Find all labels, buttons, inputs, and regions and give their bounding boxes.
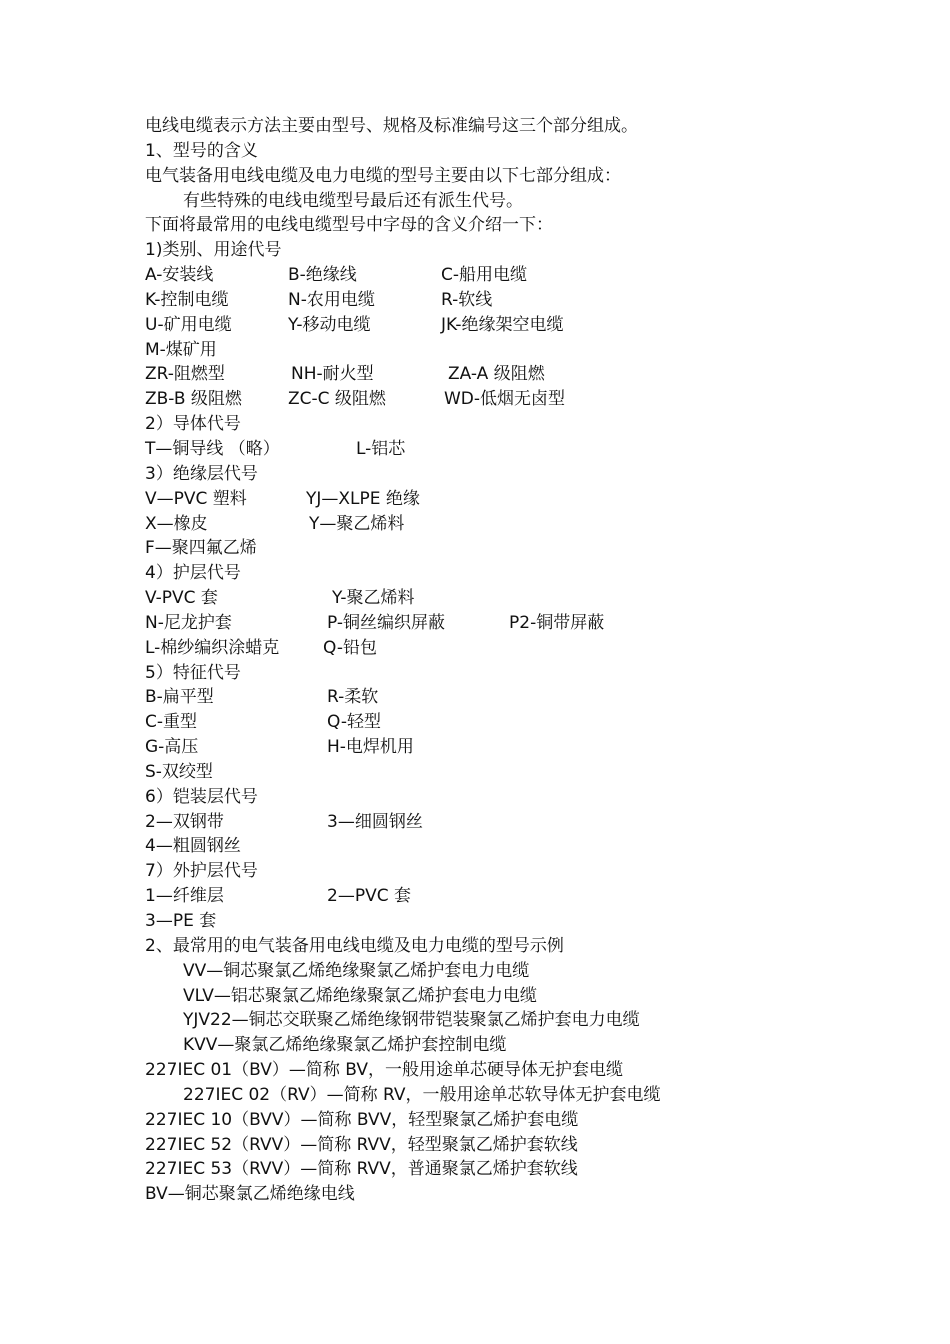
text-segment: ZB-B 级阻燃 [145,389,242,410]
text-segment: 3）绝缘层代号 [145,463,258,484]
text-segment: NH-耐火型 [291,364,374,385]
text-line [145,934,925,959]
text-segment: Y-聚乙烯料 [332,588,415,609]
text-line [145,313,925,338]
text-segment: F—聚四氟乙烯 [145,538,257,559]
text-segment: KVV—聚氯乙烯绝缘聚氯乙烯护套控制电缆 [183,1035,507,1056]
text-segment: 3—PE 套 [145,911,217,931]
text-segment: N-尼龙护套 [145,612,232,633]
text-line [145,213,925,238]
text-line [145,1058,925,1083]
text-segment: C-重型 [145,712,198,733]
text-segment: V-PVC 套 [145,588,218,609]
text-segment: ZC-C 级阻燃 [288,389,386,410]
text-segment: T—铜导线 （略） [145,438,280,459]
text-segment: 下面将最常用的电线电缆型号中字母的含义介绍一下： [145,215,553,236]
text-segment: V—PVC 塑料 [145,488,247,509]
text-line [145,362,925,387]
text-segment: 电气装备用电线电缆及电力电缆的型号主要由以下七部分组成： [145,165,621,186]
text-line [145,710,925,735]
text-segment: WD-低烟无卤型 [444,389,566,410]
text-segment: 4）护层代号 [145,563,241,584]
text-line [145,685,925,710]
text-line [145,810,925,835]
text-segment: P2-铜带屏蔽 [509,612,605,633]
text-line [145,238,925,263]
text-segment: X—橡皮 [145,513,208,534]
text-segment: 6）铠装层代号 [145,786,258,807]
text-line [145,561,925,586]
text-line [145,1033,925,1058]
text-segment: Y—聚乙烯料 [309,513,405,534]
text-segment: 7）外护层代号 [145,861,258,882]
text-segment: L-铝芯 [356,438,406,459]
text-segment: H-电焊机用 [327,737,414,758]
text-segment: 2、最常用的电气装备用电线电缆及电力电缆的型号示例 [145,935,564,956]
text-line [145,959,925,984]
text-line [145,139,925,164]
text-segment: VV—铜芯聚氯乙烯绝缘聚氯乙烯护套电力电缆 [183,960,530,981]
text-segment: B-绝缘线 [288,265,357,286]
text-line [145,909,925,934]
text-line [145,437,925,462]
text-line [145,412,925,437]
text-line [145,1083,925,1108]
text-segment: U-矿用电缆 [145,314,232,335]
text-line [145,338,925,363]
text-segment: VLV—铝芯聚氯乙烯绝缘聚氯乙烯护套电力电缆 [183,985,537,1006]
text-line [145,1157,925,1182]
text-segment: B-扁平型 [145,687,214,708]
text-line [145,462,925,487]
text-segment: 2—双钢带 [145,811,224,832]
text-line [145,536,925,561]
text-line [145,636,925,661]
text-segment: YJ—XLPE 绝缘 [306,488,420,509]
text-segment: 2—PVC 套 [327,886,411,907]
text-line [145,487,925,512]
text-line [145,189,925,214]
text-segment: ZA-A 级阻燃 [448,364,545,385]
text-segment: G-高压 [145,737,199,758]
text-segment: 1—纤维层 [145,886,224,907]
text-segment: 5）特征代号 [145,662,241,683]
text-segment: YJV22—铜芯交联聚乙烯绝缘钢带铠装聚氯乙烯护套电力电缆 [183,1010,640,1031]
text-line [145,735,925,760]
text-segment: M-煤矿用 [145,339,217,360]
text-segment: Q-轻型 [327,712,381,733]
text-segment: A-安装线 [145,265,214,286]
text-segment: R-软线 [441,289,493,310]
text-segment: 227IEC 10（BVV）—简称 BVV，轻型聚氯乙烯护套电缆 [145,1109,579,1130]
text-segment: JK-绝缘架空电缆 [441,314,564,335]
text-segment: 227IEC 52（RVV）—简称 RVV，轻型聚氯乙烯护套软线 [145,1134,578,1155]
text-segment: Q-铅包 [323,637,377,658]
text-segment: BV—铜芯聚氯乙烯绝缘电线 [145,1184,355,1205]
text-segment: 227IEC 01（BV）—简称 BV，一般用途单芯硬导体无护套电缆 [145,1060,624,1081]
text-segment: 1)类别、用途代号 [145,240,282,261]
text-line [145,834,925,859]
text-segment: 227IEC 53（RVV）—简称 RVV，普通聚氯乙烯护套软线 [145,1159,578,1180]
text-line [145,859,925,884]
text-line [145,288,925,313]
text-segment: 2）导体代号 [145,414,241,435]
text-line [145,884,925,909]
text-segment: Y-移动电缆 [288,314,371,335]
text-line [145,586,925,611]
document-body [145,114,925,1207]
text-line [145,1133,925,1158]
text-line [145,263,925,288]
text-line [145,984,925,1009]
text-segment: L-棉纱编织涂蜡克 [145,637,280,658]
text-segment: K-控制电缆 [145,289,229,310]
text-segment: 4—粗圆钢丝 [145,836,241,857]
text-line [145,1182,925,1207]
text-segment: 3—细圆钢丝 [327,811,423,832]
text-segment: S-双绞型 [145,761,213,782]
text-segment: R-柔软 [327,687,379,708]
text-line [145,760,925,785]
text-line [145,785,925,810]
text-segment: P-铜丝编织屏蔽 [327,612,446,633]
text-segment: 电线电缆表示方法主要由型号、规格及标准编号这三个部分组成。 [145,116,638,136]
text-segment: ZR-阻燃型 [145,364,225,385]
text-segment: C-船用电缆 [441,265,528,286]
text-segment: 1、型号的含义 [145,140,258,161]
text-line [145,1008,925,1033]
text-line [145,387,925,412]
text-segment: 有些特殊的电线电缆型号最后还有派生代号。 [183,190,523,211]
text-line [145,1108,925,1133]
text-line [145,164,925,189]
text-line [145,512,925,537]
text-segment: 227IEC 02（RV）—简称 RV，一般用途单芯软导体无护套电缆 [183,1084,661,1105]
text-line [145,114,925,139]
text-segment: N-农用电缆 [288,289,375,310]
text-line [145,661,925,686]
text-line [145,611,925,636]
